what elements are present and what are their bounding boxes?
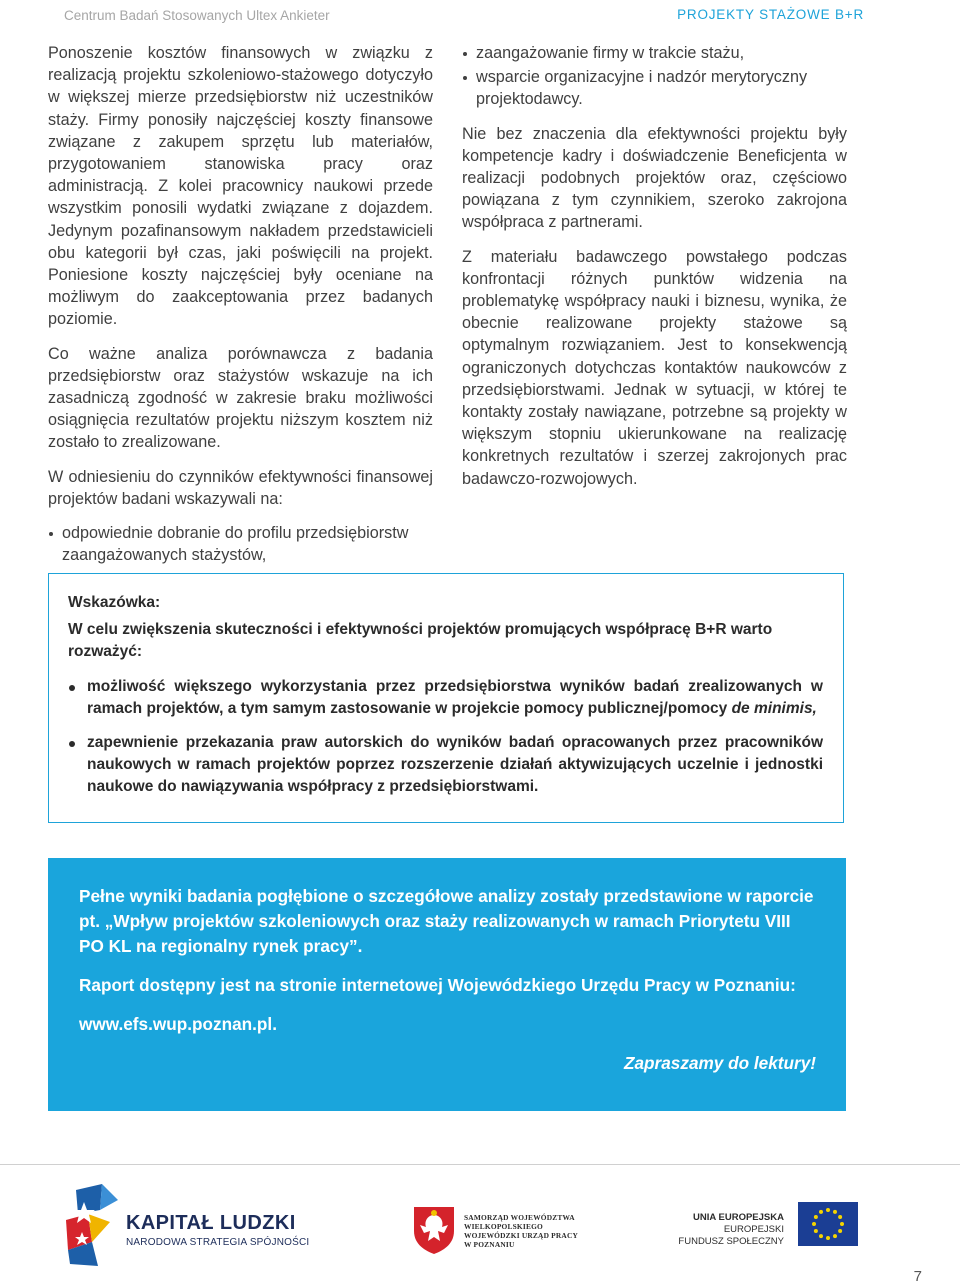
- kapital-ludzki-title: KAPITAŁ LUDZKI: [126, 1212, 296, 1234]
- wlkp-line: WOJEWÓDZKI URZĄD PRACY: [464, 1231, 579, 1240]
- paragraph-factors-intro: W odniesieniu do czynników efektywności finansowej projektów badani wskazywali na:: [48, 467, 433, 508]
- eu-line: EUROPEJSKI: [723, 1224, 784, 1235]
- wlkp-line: SAMORZĄD WOJEWÓDZTWA: [464, 1213, 575, 1222]
- tip-lead: W celu zwiększenia skuteczności i efektywności projektów promujących współpracę B+R warto rozważyć:: [68, 621, 773, 660]
- right-column: [462, 42, 847, 502]
- wielkopolska-coat-of-arms-icon: [412, 1205, 456, 1255]
- eu-fund-text: [678, 1212, 784, 1248]
- paragraph-comparison: Co ważne analiza porównawcza z badania przedsiębiorstw oraz stażystów wskazuje na ich zasadniczą zgodność w zakresie braku możliwości osiągnięcia rezultatów projektu niższym kosztem niż zostało to zrealizowane.: [48, 344, 433, 452]
- page-number: 7: [913, 1268, 922, 1285]
- tip-list: [68, 676, 823, 798]
- list-item: odpowiednie dobranie do profilu przedsiębiorstw zaangażowanych stażystów,: [48, 522, 433, 566]
- tip-item: zapewnienie przekazania praw autorskich do wyników badań opracowanych przez pracowników naukowych w ramach projektów poprzez rozszerzenie działań aktywizujących uczelnie i jednostki naukowe do nawiązywania współpracy z przedsiębiorstwami.: [68, 732, 823, 798]
- wlkp-line: WIELKOPOLSKIEGO: [464, 1222, 543, 1231]
- report-availability-text: Raport dostępny jest na stronie internetowej Wojewódzkiego Urzędu Pracy w Poznaniu:: [79, 975, 796, 995]
- eu-star: [838, 1229, 842, 1233]
- eu-star: [819, 1210, 823, 1214]
- running-header-source: Centrum Badań Stosowanych Ultex Ankieter: [64, 8, 330, 23]
- tip-title: Wskazówka:: [68, 594, 161, 611]
- eu-star: [833, 1234, 837, 1238]
- tip-item-italic: de minimis,: [731, 700, 817, 717]
- tip-item: [68, 676, 823, 720]
- list-item: zaangażowanie firmy w trakcie stażu,: [462, 42, 847, 64]
- eu-line: UNIA EUROPEJSKA: [693, 1212, 784, 1223]
- report-url-link[interactable]: www.efs.wup.poznan.pl.: [79, 1014, 277, 1034]
- report-info-box: [48, 858, 846, 1111]
- eu-star: [838, 1215, 842, 1219]
- eu-star: [826, 1236, 830, 1240]
- wlkp-line: W POZNANIU: [464, 1240, 515, 1249]
- eu-flag-icon: [798, 1202, 858, 1246]
- factors-list-right: [462, 42, 847, 111]
- paragraph-conclusion: Z materiału badawczego powstałego podczas konfrontacji różnych punktów widzenia na problematykę współpracy nauki i biznesu, wynika, że obecnie realizowane projekty stażowe są optymalnym rozwiązaniem. Jest to konsekwencją ograniczonych dotychczas kontaktów naukowców z przedsiębiorstwami. Jednak w sytuacji, w której te kontakty zostały nawiązane, potrzebne są projekty w większym stopniu ukierunkowane na realizację konkretnych rezultatów i szerzej zakrojonych prac badawczo-rozwojowych.: [462, 247, 847, 488]
- running-header-section: PROJEKTY STAŻOWE B+R: [677, 7, 864, 22]
- tip-box: [48, 573, 844, 823]
- paragraph-costs: Ponoszenie kosztów finansowych w związku z realizacją projektu szkoleniowo-stażowego dotyczyło w większej mierze przedsiębiorstw niż uczestników staży. Firmy ponosiły najczęściej koszty finansowe związane z zakupem sprzętu lub materiałów, przygotowaniem stanowiska pracy oraz administracją. Z kolei pracownicy naukowi przede wszystkim ponosili wydatki związane z dojazdem. Jedynym pozafinansowym nakładem przedstawicieli obu kategorii był czas, jaki poświęcili na projekt. Poniesione koszty najczęściej były oceniane na możliwym do zaakceptowania przez badanych poziomie.: [48, 44, 433, 329]
- eu-star: [819, 1234, 823, 1238]
- invitation-text: Zapraszamy do lektury!: [624, 1053, 816, 1073]
- eu-star: [826, 1208, 830, 1212]
- tip-item-text: możliwość większego wykorzystania przez przedsiębiorstwa wyników badań zrealizowanych w ramach projektów, a tym samym zastosowanie w projekcie pomocy publicznej/pomocy: [87, 678, 823, 717]
- kapital-ludzki-logo-icon: [58, 1180, 124, 1270]
- eu-line: FUNDUSZ SPOŁECZNY: [678, 1236, 784, 1247]
- eu-star: [840, 1222, 844, 1226]
- factors-list-left: [48, 522, 433, 566]
- report-info-text: Pełne wyniki badania pogłębione o szczegółowe analizy zostały przedstawione w raporcie pt. „Wpływ projektów szkoleniowych oraz staży realizowanych w ramach Priorytetu VIII PO KL na regionalny rynek pracy”.: [79, 886, 814, 956]
- eu-star: [812, 1222, 816, 1226]
- wielkopolska-office-text: [464, 1213, 584, 1249]
- eu-star: [814, 1215, 818, 1219]
- eu-star: [814, 1229, 818, 1233]
- footer-divider: [0, 1164, 960, 1165]
- left-column: [48, 42, 433, 578]
- list-item: wsparcie organizacyjne i nadzór merytoryczny projektodawcy.: [462, 66, 847, 110]
- kapital-ludzki-subtitle: NARODOWA STRATEGIA SPÓJNOŚCI: [126, 1237, 310, 1248]
- paragraph-competences: Nie bez znaczenia dla efektywności projektu były kompetencje kadry i doświadczenie Beneficjenta w realizacji podobnych projektów oraz, częściowo powiązana z tym czynnikiem, szeroko zakrojona współpraca z partnerami.: [462, 124, 847, 232]
- eu-star: [833, 1210, 837, 1214]
